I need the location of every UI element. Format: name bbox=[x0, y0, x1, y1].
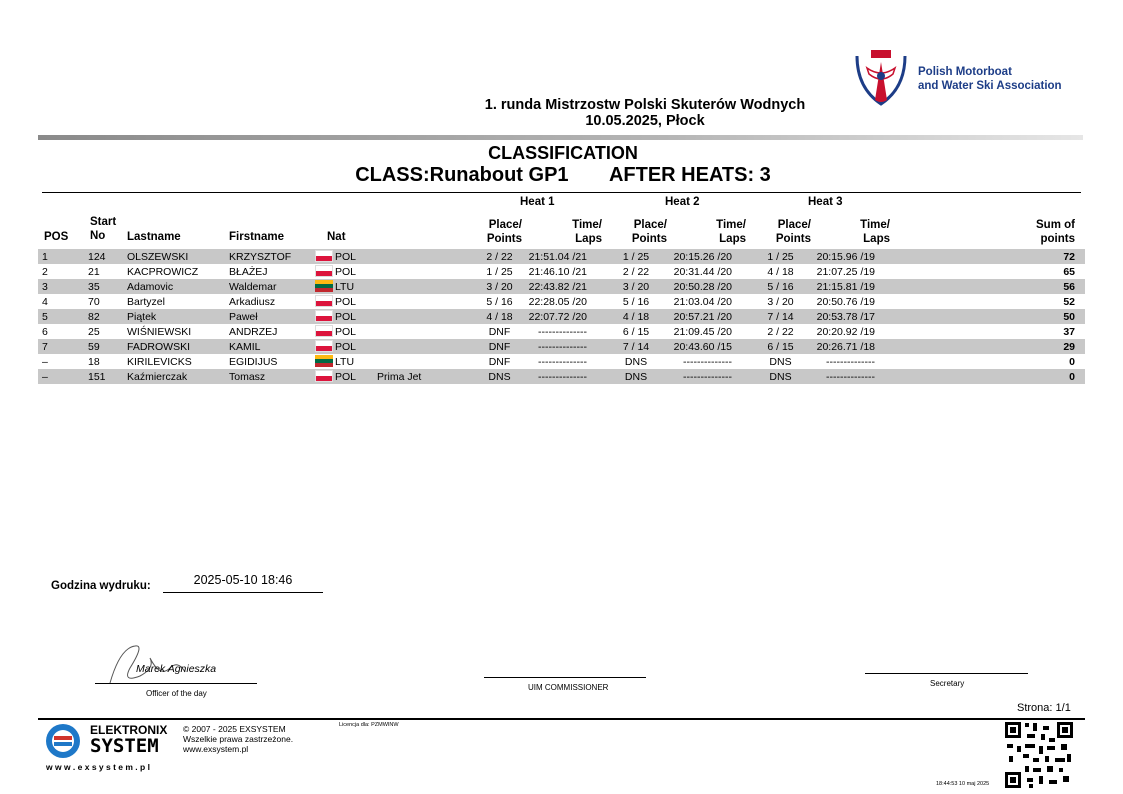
table-row bbox=[38, 324, 1085, 339]
footer-divider bbox=[38, 718, 1085, 720]
heat3-time-cell: 20:15.96 /19 bbox=[811, 249, 893, 264]
nat-cell bbox=[315, 264, 377, 279]
start-no-cell: 21 bbox=[88, 265, 100, 278]
start-no-cell: 59 bbox=[88, 339, 127, 354]
heat3-time-cell: 21:07.25 /19 bbox=[816, 265, 875, 278]
pos-cell: – bbox=[42, 355, 48, 368]
col-h1-time-l2: Laps bbox=[575, 233, 602, 245]
nat-code: POL bbox=[335, 326, 357, 338]
heat2-time-cell: 20:57.21 /20 bbox=[667, 309, 750, 324]
qr-code-icon bbox=[1003, 720, 1075, 790]
nat-cell bbox=[315, 309, 377, 324]
nat-cell bbox=[315, 294, 377, 309]
heat1-place-cell: DNF bbox=[488, 355, 511, 368]
nat-code: POL bbox=[335, 371, 357, 383]
heat1-place-cell: 5 / 16 bbox=[486, 295, 513, 308]
officer-role: Officer of the day bbox=[146, 689, 207, 698]
heat1-time-cell: 22:28.05 /20 bbox=[528, 295, 587, 308]
nat-cell bbox=[315, 369, 377, 384]
table-row bbox=[38, 249, 1085, 264]
heat2-time-cell: 21:03.04 /20 bbox=[673, 295, 732, 308]
sum-cell: 65 bbox=[1063, 265, 1075, 278]
col-h2-place-l1: Place/ bbox=[633, 219, 667, 231]
lastname-cell: Piątek bbox=[127, 309, 229, 324]
heat3-time-cell: 20:20.92 /19 bbox=[816, 325, 875, 338]
lastname-cell: FADROWSKI bbox=[127, 339, 229, 354]
heat2-place-cell: 4 / 18 bbox=[605, 309, 667, 324]
class-line bbox=[200, 164, 926, 187]
event-title: 1. runda Mistrzostw Polski Skuterów Wodnych bbox=[484, 97, 806, 113]
heat1-time-cell: -------------- bbox=[538, 325, 587, 338]
start-no-cell: 82 bbox=[88, 309, 127, 324]
uim-signature-line bbox=[484, 677, 646, 678]
nat-code: LTU bbox=[335, 356, 355, 368]
heat1-time-cell: 21:51.04 /21 bbox=[522, 249, 605, 264]
heat1-place-cell: 2 / 22 bbox=[477, 249, 522, 264]
team-cell bbox=[377, 324, 477, 339]
heat1-time-cell: -------------- bbox=[522, 339, 605, 354]
sum-cell: 56 bbox=[893, 279, 1085, 294]
page-number: Strona: 1/1 bbox=[1017, 702, 1071, 714]
pos-cell: 5 bbox=[38, 309, 88, 324]
pos-cell: 3 bbox=[38, 279, 88, 294]
firstname-cell: KAMIL bbox=[229, 339, 315, 354]
start-no-cell: 35 bbox=[88, 279, 127, 294]
heat2-time-cell: -------------- bbox=[683, 355, 732, 368]
start-no-cell: 151 bbox=[88, 369, 127, 384]
heat2-time-cell: 21:09.45 /20 bbox=[673, 325, 732, 338]
heat2-time-cell: 20:50.28 /20 bbox=[667, 279, 750, 294]
nat-cell bbox=[315, 339, 377, 354]
secretary-signature-line bbox=[865, 673, 1028, 674]
ltu-flag-icon bbox=[315, 355, 333, 367]
header-divider bbox=[38, 135, 1083, 140]
col-nat: Nat bbox=[327, 231, 346, 243]
lastname-cell: Kaźmierczak bbox=[127, 369, 229, 384]
col-h2-place-l2: Points bbox=[631, 233, 667, 245]
firstname-cell: Tomasz bbox=[229, 369, 315, 384]
team-cell bbox=[377, 294, 477, 309]
print-time-value: 2025-05-10 18:46 bbox=[193, 573, 293, 587]
col-sum-l1: Sum of bbox=[1036, 219, 1075, 231]
heat2-place-cell: DNS bbox=[605, 369, 667, 384]
team-cell bbox=[377, 309, 477, 324]
heat2-place-cell: 2 / 22 bbox=[622, 265, 650, 278]
nat-code: LTU bbox=[335, 281, 355, 293]
table-top-rule bbox=[42, 192, 1081, 193]
firstname-cell: ANDRZEJ bbox=[229, 325, 278, 338]
pos-cell: 7 bbox=[38, 339, 88, 354]
firstname-cell: EGIDIJUS bbox=[229, 355, 278, 368]
pol-flag-icon bbox=[315, 325, 333, 337]
table-row bbox=[38, 339, 1085, 354]
firstname-cell: Waldemar bbox=[229, 279, 315, 294]
heat3-time-cell: -------------- bbox=[811, 369, 893, 384]
officer-signature-line bbox=[95, 683, 257, 684]
pos-cell: 1 bbox=[38, 249, 88, 264]
start-no-cell: 124 bbox=[88, 249, 127, 264]
event-title-block bbox=[300, 97, 990, 129]
footer-url[interactable]: www.exsystem.pl bbox=[183, 744, 249, 754]
heat1-time-cell: -------------- bbox=[522, 369, 605, 384]
heat2-place-cell: 7 / 14 bbox=[605, 339, 667, 354]
print-time-label: Godzina wydruku: bbox=[51, 580, 151, 592]
col-pos: POS bbox=[44, 231, 69, 243]
nat-code: POL bbox=[335, 251, 357, 263]
pos-cell: 2 bbox=[42, 265, 48, 278]
table-row bbox=[38, 294, 1085, 309]
brand-line-1: ELEKTRONIX bbox=[90, 723, 168, 737]
heat3-time-cell: 20:53.78 /17 bbox=[811, 309, 893, 324]
after-heats: AFTER HEATS: 3 bbox=[608, 164, 771, 186]
firstname-cell: Arkadiusz bbox=[229, 295, 276, 308]
heat1-time-cell: -------------- bbox=[538, 355, 587, 368]
footer-timestamp: 18:44:53 10 maj 2025 bbox=[936, 781, 990, 787]
heat3-place-cell: 1 / 25 bbox=[750, 249, 811, 264]
pol-flag-icon bbox=[315, 295, 333, 307]
nat-code: POL bbox=[335, 266, 357, 278]
heat2-time-cell: -------------- bbox=[667, 369, 750, 384]
lastname-cell: Bartyzel bbox=[127, 295, 165, 308]
heat1-time-cell: 22:43.82 /21 bbox=[522, 279, 605, 294]
brand-website: w w w . e x s y s t e m . p l bbox=[46, 762, 150, 772]
col-start-no-line2: No bbox=[90, 230, 106, 242]
col-sum bbox=[1010, 218, 1075, 246]
sum-cell: 29 bbox=[893, 339, 1085, 354]
heat3-place-cell: 5 / 16 bbox=[750, 279, 811, 294]
heat3-time-cell: 21:15.81 /19 bbox=[811, 279, 893, 294]
association-line-2: and Water Ski Association bbox=[918, 80, 1062, 92]
heat1-place-cell: DNF bbox=[488, 325, 511, 338]
pol-flag-icon bbox=[315, 250, 333, 262]
col-h3-place-l2: Points bbox=[775, 233, 811, 245]
col-h1-place-l1: Place/ bbox=[488, 219, 522, 231]
lastname-cell: KIRILEVICKS bbox=[127, 355, 192, 368]
heat3-time-cell: -------------- bbox=[826, 355, 875, 368]
results-table bbox=[38, 249, 1085, 384]
heat1-place-cell: DNF bbox=[477, 339, 522, 354]
nat-cell bbox=[315, 249, 377, 264]
heat3-place-cell: 4 / 18 bbox=[767, 265, 794, 278]
col-h1-place bbox=[470, 218, 522, 246]
exsystem-logo-icon bbox=[44, 722, 84, 760]
heat1-place-cell: DNS bbox=[477, 369, 522, 384]
firstname-cell: BŁAŻEJ bbox=[229, 265, 268, 278]
table-row bbox=[38, 309, 1085, 324]
col-firstname: Firstname bbox=[229, 231, 284, 243]
col-start-no-line1: Start bbox=[90, 216, 117, 228]
col-h3-time-l2: Laps bbox=[863, 233, 890, 245]
association-line-1: Polish Motorboat bbox=[918, 66, 1012, 78]
heat3-place-cell: DNS bbox=[769, 355, 792, 368]
heat3-time-cell: 20:26.71 /18 bbox=[811, 339, 893, 354]
sum-cell: 0 bbox=[1069, 355, 1075, 368]
heat2-place-cell: 5 / 16 bbox=[622, 295, 650, 308]
copyright: © 2007 - 2025 EXSYSTEM bbox=[183, 724, 286, 734]
lastname-cell: WIŚNIEWSKI bbox=[127, 325, 192, 338]
rights: Wszelkie prawa zastrzeżone. bbox=[183, 734, 294, 744]
heat2-place-cell: 3 / 20 bbox=[605, 279, 667, 294]
table-row bbox=[38, 369, 1085, 384]
table-row bbox=[38, 354, 1085, 369]
pol-flag-icon bbox=[315, 370, 333, 382]
heat3-time-cell: 20:50.76 /19 bbox=[816, 295, 875, 308]
sum-cell: 0 bbox=[893, 369, 1085, 384]
classification-title: CLASSIFICATION bbox=[488, 143, 638, 163]
team-cell bbox=[377, 264, 477, 279]
heat2-place-cell: 1 / 25 bbox=[605, 249, 667, 264]
licence: Licencja dla: PZMWINW bbox=[339, 722, 399, 728]
heat2-time-cell: 20:31.44 /20 bbox=[673, 265, 732, 278]
pol-flag-icon bbox=[315, 310, 333, 322]
col-lastname: Lastname bbox=[127, 231, 181, 243]
officer-name: Marek Agnieszka bbox=[136, 663, 217, 675]
team-cell bbox=[377, 339, 477, 354]
heat2-place-cell: 6 / 15 bbox=[622, 325, 650, 338]
copyright-block bbox=[183, 724, 293, 754]
nat-cell bbox=[315, 354, 377, 369]
col-h3-place bbox=[759, 218, 811, 246]
print-time-underline bbox=[163, 592, 323, 593]
uim-role: UIM COMMISSIONER bbox=[528, 683, 609, 692]
association-name bbox=[918, 65, 1062, 93]
heat3-place-cell: 6 / 15 bbox=[750, 339, 811, 354]
lastname-cell: OLSZEWSKI bbox=[127, 249, 229, 264]
heat3-label: Heat 3 bbox=[808, 196, 843, 208]
sum-cell: 72 bbox=[893, 249, 1085, 264]
col-h2-time-l2: Laps bbox=[719, 233, 746, 245]
firstname-cell: KRZYSZTOF bbox=[229, 249, 315, 264]
start-no-cell: 18 bbox=[88, 355, 100, 368]
event-date: 10.05.2025, Płock bbox=[585, 113, 705, 129]
col-h3-time-l1: Time/ bbox=[860, 219, 890, 231]
table-row bbox=[38, 279, 1085, 294]
sum-cell: 37 bbox=[1063, 325, 1075, 338]
heat2-time-cell: 20:43.60 /15 bbox=[667, 339, 750, 354]
heat2-label: Heat 2 bbox=[665, 196, 700, 208]
lastname-cell: Adamovic bbox=[127, 279, 229, 294]
col-h1-time bbox=[548, 218, 602, 246]
heat1-time-cell: 21:46.10 /21 bbox=[528, 265, 587, 278]
start-no-cell: 25 bbox=[88, 325, 100, 338]
team-cell bbox=[377, 354, 477, 369]
ltu-flag-icon bbox=[315, 280, 333, 292]
team-cell bbox=[377, 279, 477, 294]
nat-code: POL bbox=[335, 296, 357, 308]
nat-code: POL bbox=[335, 311, 357, 323]
secretary-role: Secretary bbox=[930, 679, 965, 688]
heat1-time-cell: 22:07.72 /20 bbox=[522, 309, 605, 324]
table-row bbox=[38, 264, 1085, 279]
col-h2-place bbox=[615, 218, 667, 246]
heat1-place-cell: 3 / 20 bbox=[477, 279, 522, 294]
nat-cell bbox=[315, 324, 377, 339]
team-cell: Prima Jet bbox=[377, 369, 477, 384]
firstname-cell: Paweł bbox=[229, 309, 315, 324]
nat-code: POL bbox=[335, 341, 357, 353]
pol-flag-icon bbox=[315, 265, 333, 277]
col-h1-place-l2: Points bbox=[486, 233, 522, 245]
sum-cell: 50 bbox=[893, 309, 1085, 324]
heat1-place-cell: 1 / 25 bbox=[486, 265, 513, 278]
heat3-place-cell: DNS bbox=[750, 369, 811, 384]
heat3-place-cell: 3 / 20 bbox=[767, 295, 794, 308]
pos-cell: – bbox=[38, 369, 88, 384]
sum-cell: 52 bbox=[1063, 295, 1075, 308]
col-h3-time bbox=[836, 218, 890, 246]
heat1-label: Heat 1 bbox=[520, 196, 555, 208]
col-h3-place-l1: Place/ bbox=[777, 219, 811, 231]
col-h1-time-l1: Time/ bbox=[572, 219, 602, 231]
col-sum-l2: points bbox=[1040, 233, 1075, 245]
heat2-time-cell: 20:15.26 /20 bbox=[667, 249, 750, 264]
pos-cell: 6 bbox=[42, 325, 48, 338]
team-cell bbox=[377, 249, 477, 264]
heat1-place-cell: 4 / 18 bbox=[477, 309, 522, 324]
class-label: CLASS:Runabout GP1 bbox=[355, 164, 569, 186]
heat3-place-cell: 2 / 22 bbox=[767, 325, 794, 338]
heat3-place-cell: 7 / 14 bbox=[750, 309, 811, 324]
heat2-place-cell: DNS bbox=[624, 355, 648, 368]
lastname-cell: KACPROWICZ bbox=[127, 265, 199, 278]
col-h2-time-l1: Time/ bbox=[716, 219, 746, 231]
col-start-no bbox=[90, 215, 116, 243]
pos-cell: 4 bbox=[42, 295, 48, 308]
nat-cell bbox=[315, 279, 377, 294]
col-h2-time bbox=[692, 218, 746, 246]
brand-line-2: SYSTEM bbox=[90, 735, 159, 757]
pol-flag-icon bbox=[315, 340, 333, 352]
start-no-cell: 70 bbox=[88, 295, 100, 308]
